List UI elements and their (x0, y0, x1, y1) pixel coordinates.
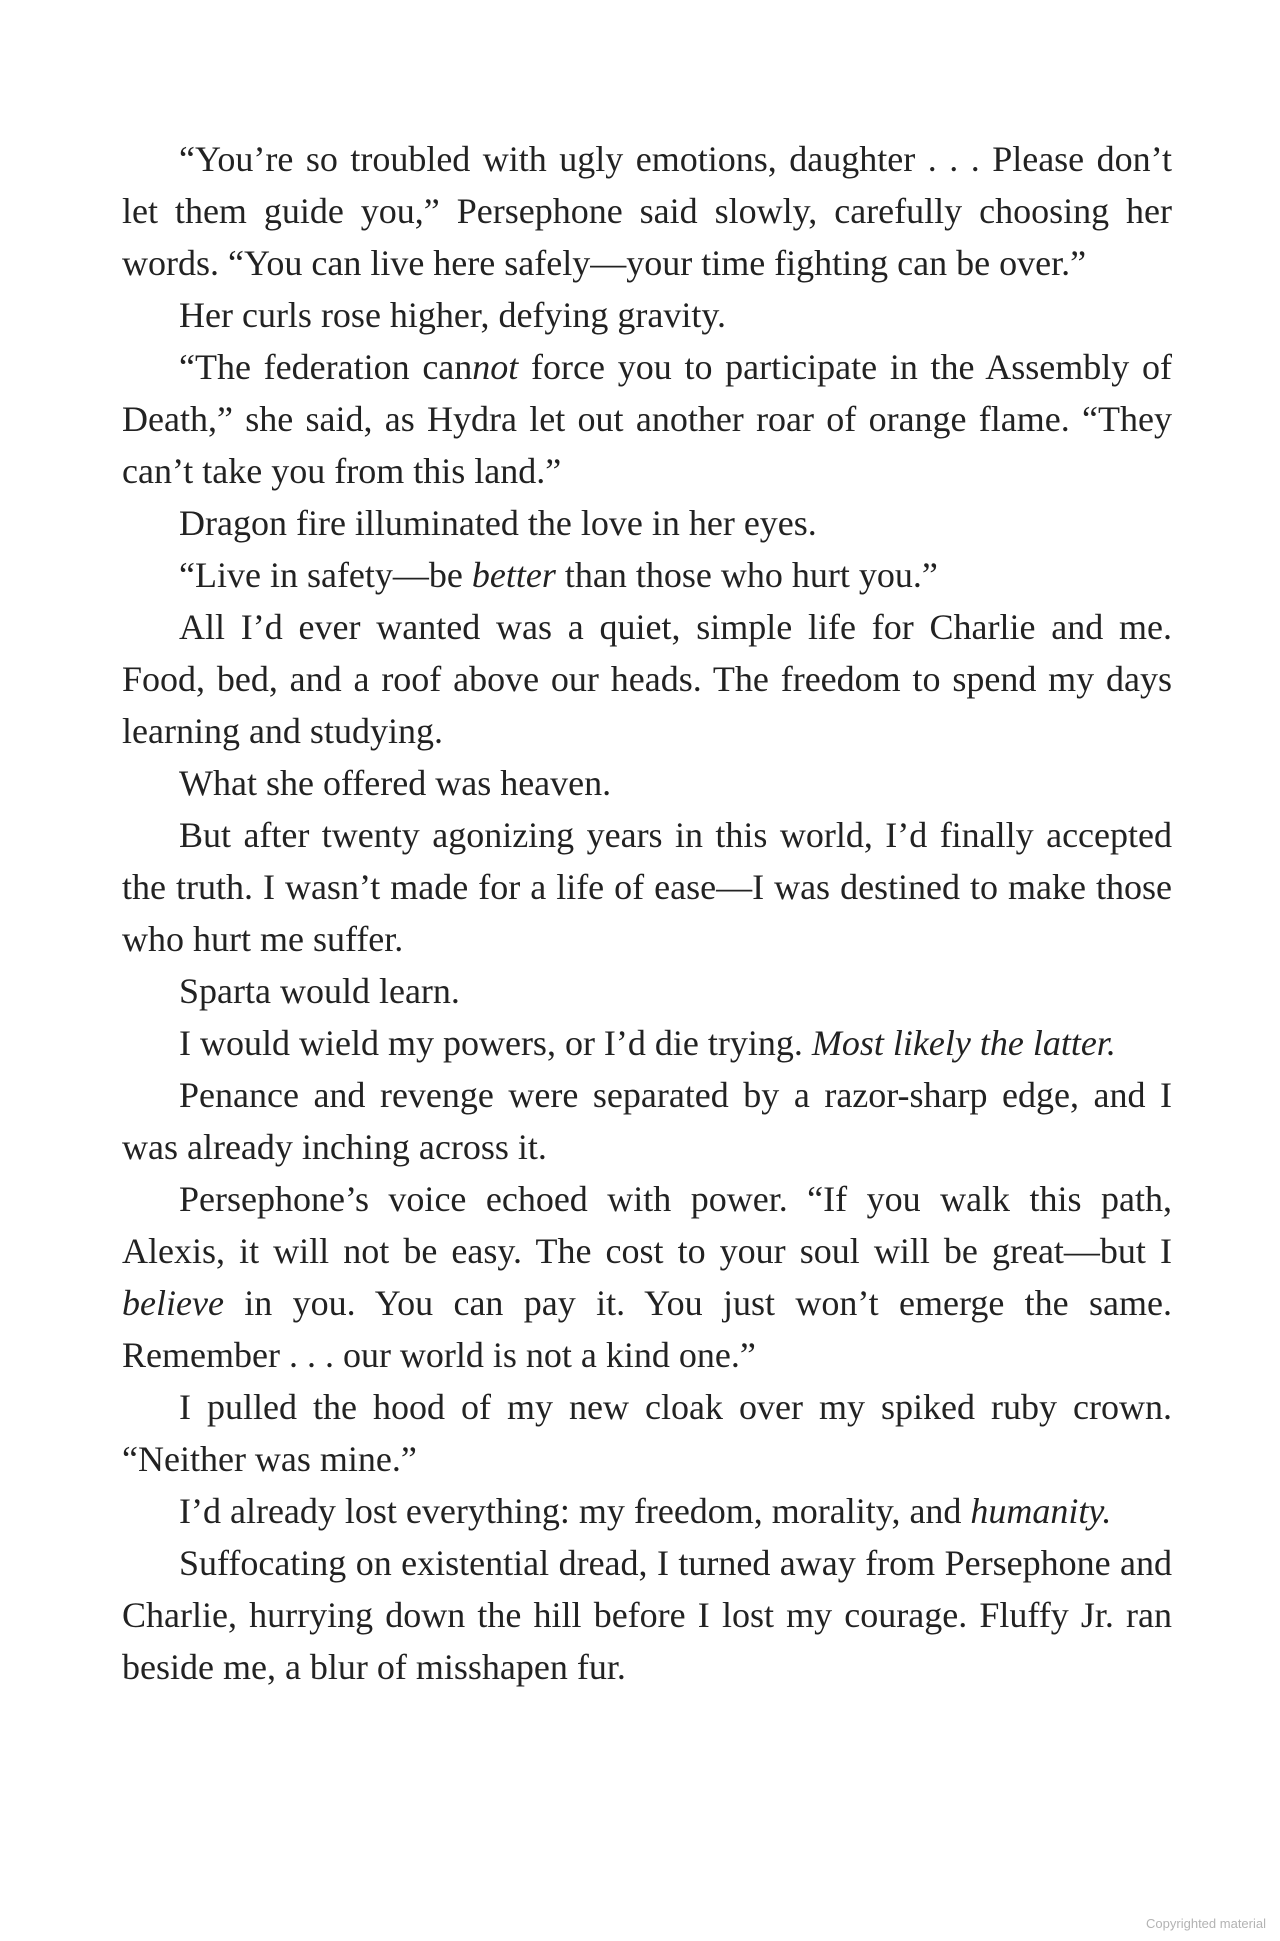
paragraph (122, 1381, 1172, 1485)
paragraph (122, 1017, 1172, 1069)
paragraph (122, 1537, 1172, 1693)
text-run: Suffocating on existential dread, I turned away from Persephone and Charlie, hurrying down the hill before I lost my courage. Fluffy Jr. ran beside me, a blur of misshapen fur. (122, 1543, 1172, 1687)
text-run: What she offered was heaven. (179, 763, 612, 803)
text-run: Her curls rose higher, defying gravity. (179, 295, 727, 335)
text-run: All I’d ever wanted was a quiet, simple life for Charlie and me. Food, bed, and a roof above our heads. The freedom to spend my days learning and studying. (122, 607, 1172, 751)
italic-text: not (472, 347, 519, 387)
text-run: in you. You can pay it. You just won’t emerge the same. Remember . . . our world is not a kind one.” (122, 1283, 1172, 1375)
text-run: Penance and revenge were separated by a razor-sharp edge, and I was already inching across it. (122, 1075, 1172, 1167)
paragraph (122, 289, 1172, 341)
text-run: But after twenty agonizing years in this world, I’d finally accepted the truth. I wasn’t made for a life of ease—I was destined to make those who hurt me suffer. (122, 815, 1172, 959)
text-run: force you to participate in the Assembly of Death,” she said, as Hydra let out another roar of orange flame. “They can’t take you from this land.” (122, 347, 1172, 491)
text-run: I would wield my powers, or I’d die trying. (179, 1023, 812, 1063)
text-run: “Live in safety—be (179, 555, 472, 595)
paragraph (122, 1173, 1172, 1381)
italic-text: believe (122, 1283, 224, 1323)
text-run: Dragon fire illuminated the love in her eyes. (179, 503, 817, 543)
text-run: “The federation can (179, 347, 473, 387)
paragraph (122, 1485, 1172, 1537)
paragraph (122, 601, 1172, 757)
copyright-watermark: Copyrighted material (1146, 1916, 1266, 1931)
text-run: Persephone’s voice echoed with power. “If you walk this path, Alexis, it will not be easy. The cost to your soul will be great—but I (122, 1179, 1172, 1271)
paragraph (122, 1069, 1172, 1173)
paragraph (122, 809, 1172, 965)
paragraph (122, 549, 1172, 601)
text-run: I pulled the hood of my new cloak over my spiked ruby crown. “Neither was mine.” (122, 1387, 1172, 1479)
text-run: than those who hurt you.” (555, 555, 938, 595)
paragraph (122, 497, 1172, 549)
text-run: Sparta would learn. (179, 971, 460, 1011)
italic-text: better (471, 555, 556, 595)
italic-text: humanity. (970, 1491, 1112, 1531)
paragraph (122, 757, 1172, 809)
italic-text: Most likely the latter. (811, 1023, 1116, 1063)
paragraph (122, 965, 1172, 1017)
text-run: “You’re so troubled with ugly emotions, daughter . . . Please don’t let them guide you,” Persephone said slowly, carefully choosing her words. “You can live here safely—your time fighting can be over.” (122, 139, 1172, 283)
paragraph (122, 341, 1172, 497)
body-text (122, 133, 1172, 1693)
text-run: I’d already lost everything: my freedom, morality, and (179, 1491, 971, 1531)
paragraph (122, 133, 1172, 289)
